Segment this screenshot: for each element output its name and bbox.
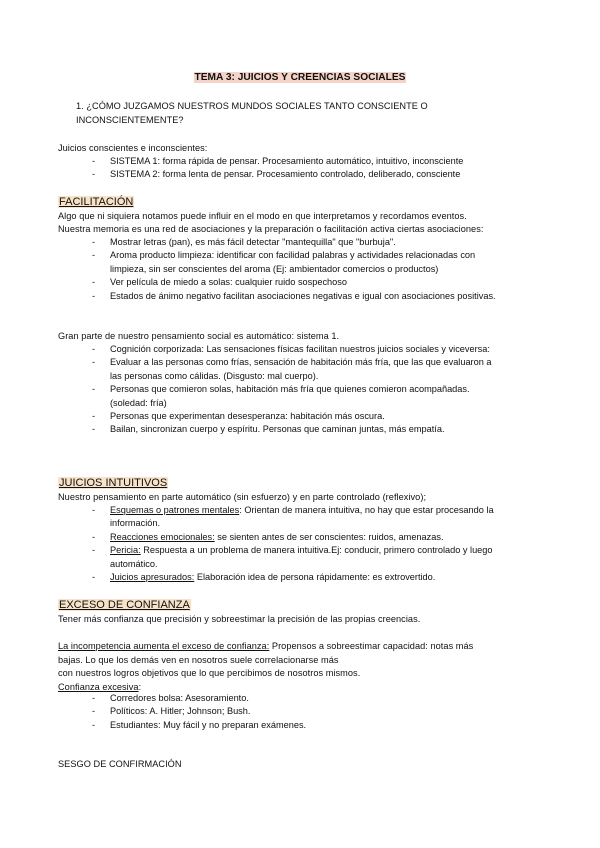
section-heading-juicios-intuitivos: JUICIOS INTUITIVOS bbox=[59, 477, 168, 489]
incompetencia-line-1: La incompetencia aumenta el exceso de confianza: Propensos a sobreestimar capacidad: notas más bbox=[58, 641, 474, 651]
list-item: - Ver película de miedo a solas: cualquier ruido sospechoso bbox=[110, 276, 510, 289]
sistemas-list bbox=[110, 155, 580, 182]
question-line-2: INCONSCIENTEMENTE? bbox=[76, 115, 184, 125]
section-heading-facilitacion: FACILITACIÓN bbox=[59, 196, 134, 208]
list-item: - Bailan, sincronizan cuerpo y espíritu. Personas que caminan juntas, más empatía. bbox=[110, 423, 502, 436]
facilitacion-list bbox=[110, 236, 510, 303]
list-item: - Evaluar a las personas como frías, sensación de habitación más fría, que las que evaluaron a las personas como cálidas. (Disgusto: mal cuerpo). bbox=[110, 356, 502, 383]
list-item: - Mostrar letras (pan), es más fácil detectar "mantequilla" que "burbuja". bbox=[110, 236, 510, 249]
incompetencia-line-2: bajas. Lo que los demás ven en nosotros suele correlacionarse más bbox=[58, 655, 339, 665]
facilitacion-p2: Nuestra memoria es una red de asociaciones y la preparación o facilitación activa ciertas asociaciones: bbox=[58, 224, 484, 234]
term: Esquemas o patrones mentales bbox=[110, 505, 240, 515]
exceso-p1: Tener más confianza que precisión y sobreestimar la precisión de las propias creencias. bbox=[58, 614, 421, 624]
list-item: - Esquemas o patrones mentales: Orientan de manera intuitiva, no hay que estar procesando la información. bbox=[110, 504, 520, 531]
cognicion-list bbox=[110, 343, 502, 437]
list-item: - Personas que experimentan desesperanza: habitación más oscura. bbox=[110, 410, 502, 423]
facilitacion-p1: Algo que ni siquiera notamos puede influir en el modo en que interpretamos y recordamos eventos. bbox=[58, 211, 467, 221]
facilitacion-p3: Gran parte de nuestro pensamiento social es automático: sistema 1. bbox=[58, 331, 340, 341]
list-item: - Personas que comieron solas, habitación más fría que quienes comieron acompañadas. (soledad: fría) bbox=[110, 383, 502, 410]
list-item: - Aroma producto limpieza: identificar con facilidad palabras y actividades relacionadas con limpieza, sin ser conscientes del aroma (Ej: ambientador comercios o productos) bbox=[110, 249, 510, 276]
juicios-intuitivos-intro: Nuestro pensamiento en parte automático (sin esfuerzo) y en parte controlado (reflexivo); bbox=[58, 492, 427, 502]
list-item: - Juicios apresurados: Elaboración idea de persona rápidamente: es extrovertido. bbox=[110, 571, 520, 584]
list-item: - SISTEMA 2: forma lenta de pensar. Procesamiento controlado, deliberado, consciente bbox=[110, 168, 580, 181]
list-item: - Estudiantes: Muy fácil y no preparan exámenes. bbox=[110, 719, 510, 732]
list-item: - Reacciones emocionales: se sienten antes de ser conscientes: ruidos, amenazas. bbox=[110, 531, 520, 544]
list-item: - Corredores bolsa: Asesoramiento. bbox=[110, 692, 510, 705]
confianza-excesiva-label: Confianza excesiva: bbox=[58, 682, 142, 692]
list-item: - Estados de ánimo negativo facilitan asociaciones negativas e igual con asociaciones positivas. bbox=[110, 290, 510, 303]
incompetencia-line-3: con nuestros logros objetivos que lo que percibimos de nosotros mismos. bbox=[58, 668, 361, 678]
term: Pericia: bbox=[110, 545, 141, 556]
section-heading-sesgo-confirmacion: SESGO DE CONFIRMACIÓN bbox=[58, 759, 182, 769]
term: Juicios apresurados: bbox=[110, 572, 195, 583]
list-item: - Cognición corporizada: Las sensaciones físicas facilitan nuestros juicios sociales y viceversa: bbox=[110, 343, 502, 356]
term: Reacciones emocionales: bbox=[110, 531, 215, 542]
page-title: TEMA 3: JUICIOS Y CREENCIAS SOCIALES bbox=[194, 72, 406, 83]
list-item: - Pericia: Respuesta a un problema de manera intuitiva.Ej: conducir, primero controlado y luego automático. bbox=[110, 544, 520, 571]
question-line-1: 1. ¿CÓMO JUZGAMOS NUESTROS MUNDOS SOCIALES TANTO CONSCIENTE O bbox=[76, 101, 428, 111]
juicios-intuitivos-list bbox=[110, 504, 520, 584]
confianza-excesiva-list bbox=[110, 692, 510, 732]
list-item: - SISTEMA 1: forma rápida de pensar. Procesamiento automático, intuitivo, inconsciente bbox=[110, 155, 580, 168]
section-heading-exceso-confianza: EXCESO DE CONFIANZA bbox=[59, 599, 190, 611]
juicios-intro: Juicios conscientes e inconscientes: bbox=[58, 143, 208, 153]
list-item: - Políticos: A. Hitler; Johnson; Bush. bbox=[110, 705, 510, 718]
